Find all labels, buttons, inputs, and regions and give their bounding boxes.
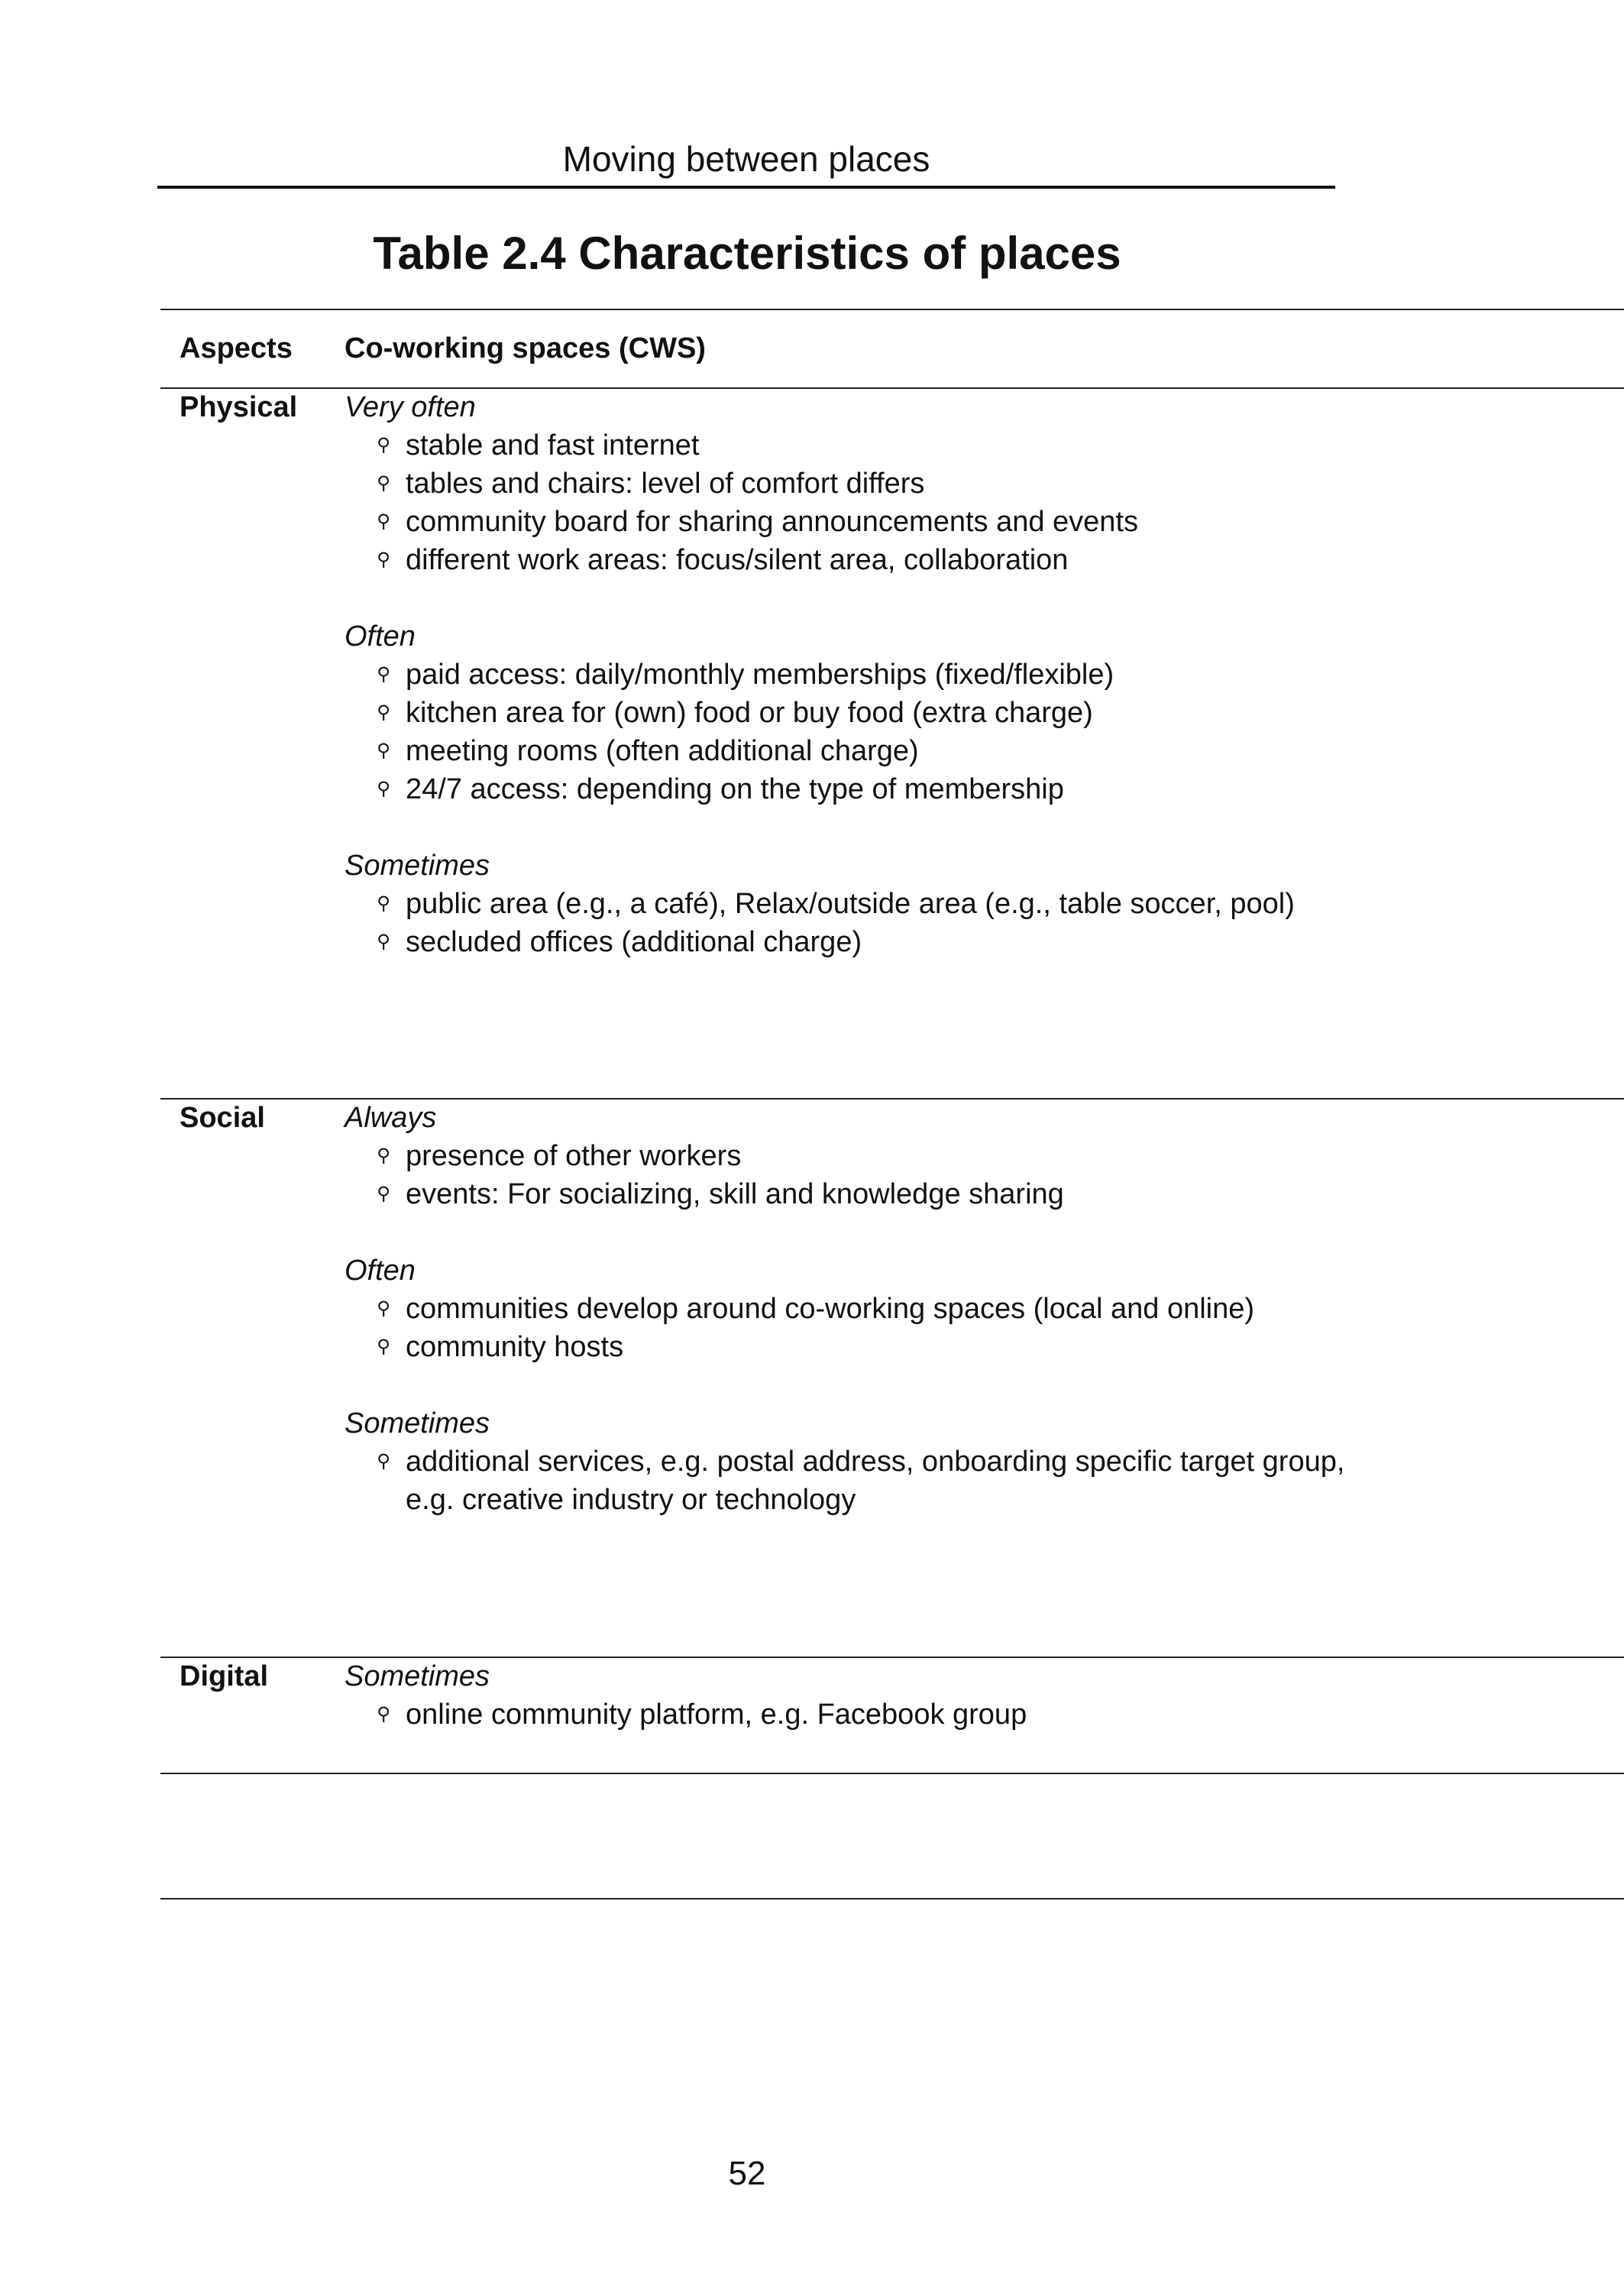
list-item-text: different work areas: focus/silent area, collaboration [406,544,1069,576]
row-physical-content [345,388,1295,961]
pin-bullet-icon: ⚲ [377,1145,390,1166]
pin-bullet-icon: ⚲ [377,435,390,455]
pin-bullet-icon: ⚲ [377,549,390,570]
list-item-text: stable and fast internet [406,429,700,462]
pin-bullet-icon: ⚲ [377,779,390,799]
pin-bullet-icon: ⚲ [377,1451,390,1472]
pin-bullet-icon: ⚲ [377,893,390,914]
pin-bullet-icon: ⚲ [377,702,390,723]
pin-bullet-icon: ⚲ [377,511,390,532]
pin-bullet-icon: ⚲ [377,473,390,494]
running-header: Moving between places [562,139,930,179]
list-item [345,732,1295,770]
list-item [345,694,1295,732]
list-item-text: meeting rooms (often additional charge) [406,735,919,767]
list-item-text: secluded offices (additional charge) [406,926,862,958]
list-item-text: e.g. creative industry or technology [406,1484,856,1516]
list-item-text: community hosts [406,1331,624,1363]
list-item [345,541,1295,579]
bullet-list [345,1695,1027,1734]
frequency-group [345,1657,1027,1734]
column-header-aspects: Aspects [180,332,293,364]
frequency-label: Often [345,620,416,653]
list-item [345,923,1295,961]
pin-bullet-icon: ⚲ [377,664,390,685]
list-item-text: kitchen area for (own) food or buy food (extra charge) [406,697,1093,729]
bullet-list [345,1137,1344,1213]
frequency-group [345,1404,1344,1519]
frequency-label: Always [345,1102,437,1134]
list-item [345,1328,1344,1366]
frequency-label: Very often [345,391,476,423]
list-item [345,885,1295,923]
page-number: 52 [728,2155,766,2192]
frequency-label: Sometimes [345,1660,490,1692]
list-item-text: online community platform, e.g. Facebook group [406,1699,1027,1731]
empty-row-bottom-rule [160,1898,1624,1899]
list-item-text: presence of other workers [406,1140,742,1172]
list-item [345,1481,1344,1519]
frequency-group [345,847,1295,961]
row-digital-bottom-rule [160,1773,1624,1774]
list-item-text: events: For socializing, skill and knowledge sharing [406,1178,1064,1210]
bullet-list [345,1443,1344,1519]
table-top-rule [160,309,1624,310]
column-header-cws: Co-working spaces (CWS) [345,332,706,364]
list-item [345,1175,1344,1213]
table-title: Table 2.4 Characteristics of places [373,228,1121,279]
pin-bullet-icon: ⚲ [377,931,390,952]
row-social-aspect: Social [180,1102,265,1134]
list-item [345,465,1295,503]
frequency-label: Often [345,1255,416,1287]
list-item [345,1137,1344,1175]
bullet-list [345,656,1295,808]
list-item [345,1695,1027,1734]
pin-bullet-icon: ⚲ [377,740,390,761]
row-social-content [345,1099,1344,1519]
list-item-text: community board for sharing announcements and events [406,506,1138,538]
list-item [345,770,1295,808]
row-physical-aspect: Physical [180,391,298,423]
pin-bullet-icon: ⚲ [377,1704,390,1725]
list-item-text: communities develop around co-working spaces (local and online) [406,1293,1255,1325]
list-item [345,1290,1344,1328]
list-item-text: additional services, e.g. postal address, onboarding specific target group, [406,1446,1345,1478]
list-item [345,503,1295,541]
bullet-list [345,885,1295,961]
pin-bullet-icon: ⚲ [377,1298,390,1319]
pin-bullet-icon: ⚲ [377,1184,390,1204]
row-digital-content [345,1657,1027,1734]
list-item [345,1443,1344,1481]
header-rule [157,186,1335,189]
frequency-label: Sometimes [345,850,490,882]
row-digital-aspect: Digital [180,1660,269,1692]
pin-bullet-icon: ⚲ [377,1336,390,1357]
frequency-group [345,388,1295,579]
list-item-text: tables and chairs: level of comfort differs [406,468,925,500]
list-item [345,426,1295,465]
list-item-text: 24/7 access: depending on the type of membership [406,773,1064,805]
bullet-list [345,1290,1344,1366]
list-item [345,656,1295,694]
frequency-group [345,1099,1344,1213]
bullet-list [345,426,1295,579]
frequency-group [345,617,1295,808]
list-item-text: paid access: daily/monthly memberships (fixed/flexible) [406,659,1114,691]
frequency-group [345,1252,1344,1366]
frequency-label: Sometimes [345,1407,490,1440]
list-item-text: public area (e.g., a café), Relax/outside area (e.g., table soccer, pool) [406,888,1295,920]
